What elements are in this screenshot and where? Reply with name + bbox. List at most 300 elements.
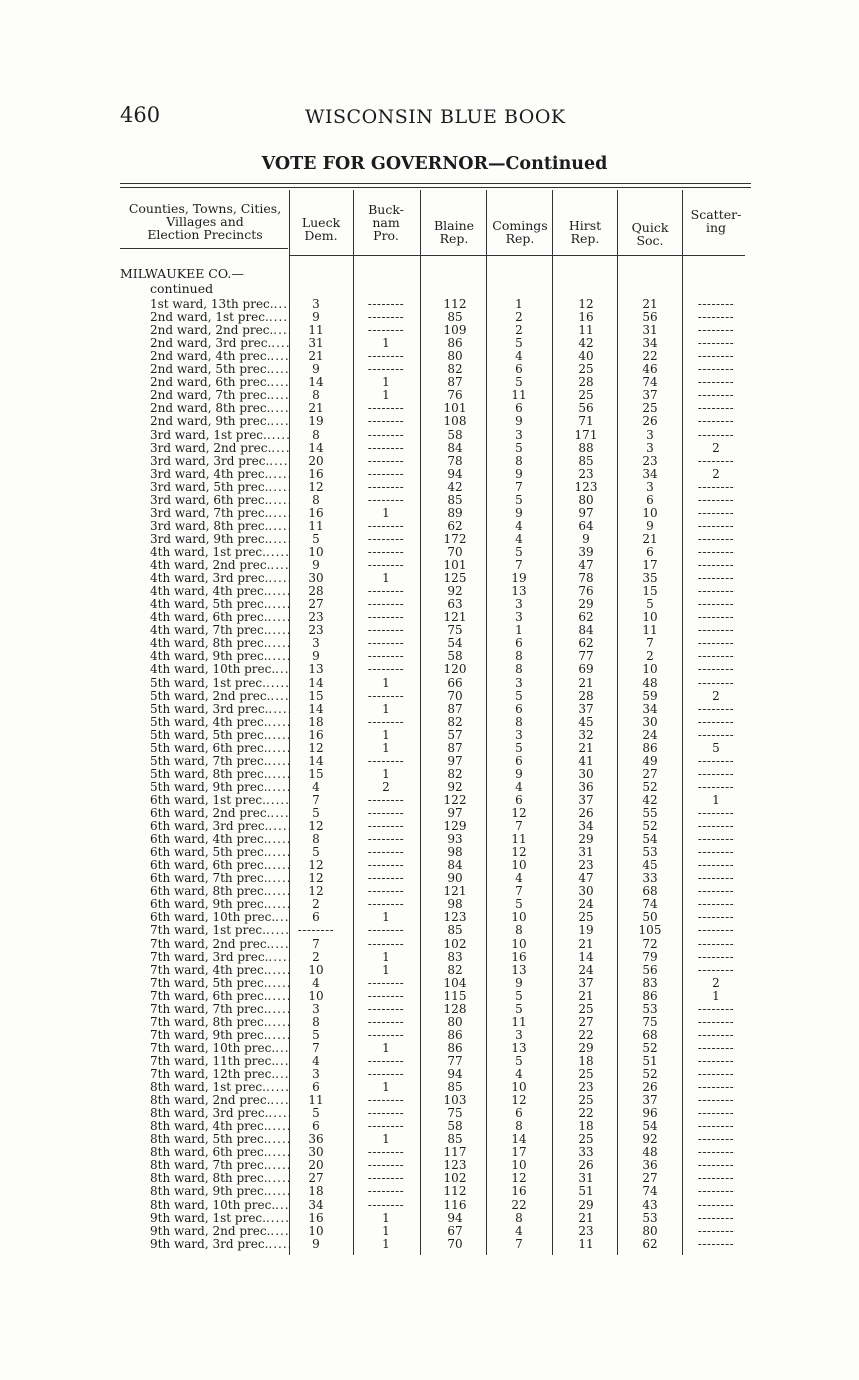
precinct-name: 3rd ward, 8th prec. ..... — [150, 520, 290, 533]
lueck-votes: 8 — [312, 1014, 320, 1029]
blaine-votes: 92 — [447, 779, 463, 794]
table-row — [0, 755, 859, 768]
hirst-votes: 12 — [578, 297, 594, 311]
hirst-votes: 56 — [578, 401, 594, 416]
bucknam-votes: -------- — [367, 884, 405, 899]
blaine-votes: 102 — [443, 1171, 467, 1186]
precinct-name: 2nd ward, 5th prec. ..... — [150, 363, 290, 376]
blaine-votes: 129 — [443, 819, 467, 833]
scattering-votes: -------- — [697, 923, 735, 938]
quick-votes: 75 — [642, 1014, 658, 1029]
hirst-votes: 11 — [578, 1236, 594, 1251]
blaine-votes: 87 — [447, 740, 463, 755]
hirst-votes: 23 — [578, 1080, 594, 1094]
hirst-votes: 47 — [578, 558, 594, 572]
hirst-votes: 85 — [578, 453, 594, 468]
scattering-votes: -------- — [697, 884, 735, 899]
scattering-votes: -------- — [697, 388, 735, 403]
comings-votes: 12 — [511, 806, 527, 820]
precinct-name: 6th ward, 3rd prec. ..... — [150, 820, 290, 833]
comings-votes: 5 — [515, 545, 523, 559]
scattering-votes: -------- — [697, 571, 735, 585]
precinct-name: 4th ward, 7th prec. ..... — [150, 624, 290, 637]
scattering-votes: -------- — [697, 401, 735, 416]
scattering-votes: -------- — [697, 910, 735, 925]
blaine-votes: 58 — [447, 1119, 463, 1134]
lueck-votes: 18 — [308, 1184, 324, 1199]
lueck-votes: 19 — [308, 414, 324, 429]
header-underline — [290, 255, 745, 256]
comings-votes: 16 — [511, 1184, 527, 1199]
scattering-votes: -------- — [697, 1067, 735, 1081]
lueck-votes: 11 — [308, 518, 324, 533]
lueck-votes: 9 — [312, 1236, 320, 1251]
quick-votes: 33 — [642, 871, 658, 886]
scattering-votes: 2 — [712, 440, 720, 455]
header-quick: Quick Soc. — [631, 220, 669, 248]
quick-votes: 9 — [646, 518, 654, 533]
lueck-votes: 16 — [308, 466, 324, 481]
bucknam-votes: -------- — [367, 1184, 405, 1199]
comings-votes: 19 — [511, 571, 527, 585]
precinct-name: 4th ward, 9th prec. ..... — [150, 650, 290, 663]
precinct-name: 2nd ward, 2nd prec. ..... — [150, 324, 290, 337]
blaine-votes: 75 — [447, 1106, 463, 1121]
quick-votes: 2 — [646, 649, 654, 664]
blaine-votes: 86 — [447, 1027, 463, 1042]
bucknam-votes: -------- — [367, 623, 405, 638]
blaine-votes: 122 — [443, 792, 467, 807]
quick-votes: 48 — [642, 675, 658, 690]
lueck-votes: 27 — [308, 597, 324, 612]
scattering-votes: -------- — [697, 1053, 735, 1068]
quick-votes: 53 — [642, 1210, 658, 1225]
comings-votes: 1 — [515, 297, 523, 311]
precinct-name: 2nd ward, 4th prec. ..... — [150, 350, 290, 363]
hirst-votes: 64 — [578, 518, 594, 533]
hirst-votes: 77 — [578, 649, 594, 664]
quick-votes: 46 — [642, 362, 658, 377]
precinct-name: 8th ward, 4th prec. ..... — [150, 1120, 290, 1133]
hirst-votes: 16 — [578, 310, 594, 325]
lueck-votes: 12 — [308, 871, 324, 886]
scattering-votes: -------- — [697, 1014, 735, 1029]
scattering-votes: -------- — [697, 623, 735, 638]
precinct-name: 5th ward, 5th prec. ..... — [150, 729, 290, 742]
blaine-votes: 82 — [447, 362, 463, 377]
scattering-votes: 2 — [712, 466, 720, 481]
scattering-votes: 1 — [712, 988, 720, 1003]
quick-votes: 31 — [642, 323, 658, 338]
table-row — [0, 690, 859, 703]
hirst-votes: 19 — [578, 923, 594, 938]
scattering-votes: -------- — [697, 701, 735, 716]
bucknam-votes: -------- — [367, 427, 405, 442]
comings-votes: 2 — [515, 323, 523, 338]
comings-votes: 4 — [515, 871, 523, 886]
quick-votes: 86 — [642, 740, 658, 755]
bucknam-votes: 1 — [382, 388, 390, 403]
comings-votes: 12 — [511, 1093, 527, 1108]
scattering-votes: -------- — [697, 819, 735, 833]
scattering-votes: -------- — [697, 323, 735, 338]
blaine-votes: 70 — [447, 545, 463, 559]
precinct-name: 1st ward, 13th prec. ..... — [150, 298, 290, 311]
blaine-votes: 76 — [447, 388, 463, 403]
scattering-votes: -------- — [697, 806, 735, 820]
lueck-votes: 14 — [308, 675, 324, 690]
comings-votes: 8 — [515, 1119, 523, 1134]
precinct-name: 4th ward, 1st prec. ..... — [150, 546, 290, 559]
quick-votes: 24 — [642, 727, 658, 742]
hirst-votes: 30 — [578, 766, 594, 781]
quick-votes: 15 — [642, 584, 658, 599]
precinct-name: 2nd ward, 6th prec. ..... — [150, 376, 290, 389]
comings-votes: 13 — [511, 1040, 527, 1055]
scattering-votes: -------- — [697, 962, 735, 977]
lueck-votes: 13 — [308, 662, 324, 677]
quick-votes: 52 — [642, 779, 658, 794]
lueck-votes: 10 — [308, 962, 324, 977]
comings-votes: 7 — [515, 558, 523, 572]
comings-votes: 13 — [511, 962, 527, 977]
blaine-votes: 98 — [447, 845, 463, 860]
precinct-name: 3rd ward, 6th prec. ..... — [150, 494, 290, 507]
bucknam-votes: -------- — [367, 479, 405, 494]
table-row — [0, 1003, 859, 1016]
hirst-votes: 22 — [578, 1027, 594, 1042]
comings-votes: 10 — [511, 936, 527, 951]
scattering-votes: -------- — [697, 362, 735, 377]
comings-votes: 12 — [511, 845, 527, 860]
precinct-name: 6th ward, 10th prec. ..... — [150, 911, 290, 924]
bucknam-votes: -------- — [367, 988, 405, 1003]
comings-votes: 3 — [515, 427, 523, 442]
comings-votes: 16 — [511, 949, 527, 964]
hirst-votes: 21 — [578, 1210, 594, 1225]
quick-votes: 35 — [642, 571, 658, 585]
scattering-votes: -------- — [697, 610, 735, 625]
bucknam-votes: -------- — [367, 518, 405, 533]
blaine-votes: 78 — [447, 453, 463, 468]
precinct-name: 7th ward, 10th prec. ..... — [150, 1042, 290, 1055]
precinct-name: 2nd ward, 9th prec. ..... — [150, 415, 290, 428]
scattering-votes: -------- — [697, 349, 735, 364]
blaine-votes: 54 — [447, 636, 463, 651]
table-title: VOTE FOR GOVERNOR—Continued — [261, 154, 608, 174]
quick-votes: 92 — [642, 1132, 658, 1147]
blaine-votes: 80 — [447, 349, 463, 364]
lueck-votes: 5 — [312, 845, 320, 860]
blaine-votes: 82 — [447, 714, 463, 729]
table-row — [0, 703, 859, 716]
comings-votes: 8 — [515, 714, 523, 729]
lueck-votes: 3 — [312, 1001, 320, 1016]
hirst-votes: 84 — [578, 623, 594, 638]
hirst-votes: 26 — [578, 806, 594, 820]
table-row — [0, 376, 859, 389]
lueck-votes: 8 — [312, 492, 320, 507]
blaine-votes: 120 — [443, 662, 467, 677]
quick-votes: 68 — [642, 884, 658, 899]
lueck-votes: 7 — [312, 1040, 320, 1055]
quick-votes: 3 — [646, 427, 654, 442]
comings-votes: 8 — [515, 649, 523, 664]
lueck-votes: 10 — [308, 545, 324, 559]
scattering-votes: -------- — [697, 1197, 735, 1212]
blaine-votes: 67 — [447, 1223, 463, 1238]
blaine-votes: 85 — [447, 1132, 463, 1147]
quick-votes: 59 — [642, 688, 658, 703]
blaine-votes: 63 — [447, 597, 463, 612]
blaine-votes: 103 — [443, 1093, 467, 1108]
quick-votes: 10 — [642, 610, 658, 625]
precinct-name: 7th ward, 3rd prec. ..... — [150, 951, 290, 964]
table-row — [0, 859, 859, 872]
top-rule-double — [120, 187, 751, 188]
comings-votes: 6 — [515, 636, 523, 651]
blaine-votes: 123 — [443, 910, 467, 925]
hirst-votes: 47 — [578, 871, 594, 886]
hirst-votes: 71 — [578, 414, 594, 429]
lueck-votes: 6 — [312, 1119, 320, 1134]
quick-votes: 80 — [642, 1223, 658, 1238]
blaine-votes: 89 — [447, 505, 463, 520]
hirst-votes: 11 — [578, 323, 594, 338]
quick-votes: 96 — [642, 1106, 658, 1121]
table-row — [0, 716, 859, 729]
quick-votes: 74 — [642, 897, 658, 912]
scattering-votes: -------- — [697, 897, 735, 912]
scattering-votes: -------- — [697, 727, 735, 742]
scattering-votes: -------- — [697, 479, 735, 494]
comings-votes: 11 — [511, 832, 527, 847]
blaine-votes: 77 — [447, 1053, 463, 1068]
table-row — [0, 572, 859, 585]
precinct-name: 8th ward, 3rd prec. ..... — [150, 1107, 290, 1120]
scattering-votes: -------- — [697, 518, 735, 533]
scattering-votes: -------- — [697, 636, 735, 651]
lueck-votes: 3 — [312, 636, 320, 651]
lueck-votes: 8 — [312, 427, 320, 442]
header-blaine: Blaine Rep. — [433, 218, 475, 246]
comings-votes: 3 — [515, 675, 523, 690]
scattering-votes: -------- — [697, 1145, 735, 1160]
comings-votes: 7 — [515, 479, 523, 494]
quick-votes: 7 — [646, 636, 654, 651]
table-row — [0, 1107, 859, 1120]
header-lueck: Lueck Dem. — [301, 215, 341, 243]
scattering-votes: -------- — [697, 871, 735, 886]
comings-votes: 6 — [515, 701, 523, 716]
comings-votes: 8 — [515, 662, 523, 677]
blaine-votes: 57 — [447, 727, 463, 742]
table-row — [0, 468, 859, 481]
precinct-name: 8th ward, 8th prec. ..... — [150, 1172, 290, 1185]
quick-votes: 74 — [642, 375, 658, 390]
hirst-votes: 28 — [578, 688, 594, 703]
blaine-votes: 86 — [447, 1040, 463, 1055]
bucknam-votes: -------- — [367, 1053, 405, 1068]
quick-votes: 23 — [642, 453, 658, 468]
table-row — [0, 990, 859, 1003]
lueck-votes: 15 — [308, 766, 324, 781]
quick-votes: 53 — [642, 845, 658, 860]
hirst-votes: 28 — [578, 375, 594, 390]
comings-votes: 9 — [515, 975, 523, 990]
quick-votes: 37 — [642, 388, 658, 403]
blaine-votes: 70 — [447, 688, 463, 703]
scattering-votes: -------- — [697, 597, 735, 612]
bucknam-votes: -------- — [367, 414, 405, 429]
precinct-name: 6th ward, 4th prec. ..... — [150, 833, 290, 846]
quick-votes: 10 — [642, 662, 658, 677]
comings-votes: 4 — [515, 779, 523, 794]
table-row — [0, 781, 859, 794]
table-row — [0, 520, 859, 533]
table-row — [0, 533, 859, 546]
hirst-votes: 25 — [578, 910, 594, 925]
lueck-votes: 16 — [308, 505, 324, 520]
comings-votes: 5 — [515, 1053, 523, 1068]
header-area: Counties, Towns, Cities, Villages and Election Precincts — [128, 201, 282, 242]
table-row — [0, 663, 859, 676]
lueck-votes: 14 — [308, 701, 324, 716]
scattering-votes: -------- — [697, 1093, 735, 1108]
bucknam-votes: -------- — [367, 714, 405, 729]
bucknam-votes: -------- — [367, 1145, 405, 1160]
blaine-votes: 128 — [443, 1001, 467, 1016]
blaine-votes: 104 — [443, 975, 467, 990]
comings-votes: 6 — [515, 401, 523, 416]
bucknam-votes: -------- — [367, 297, 405, 311]
bucknam-votes: -------- — [367, 440, 405, 455]
quick-votes: 54 — [642, 832, 658, 847]
bucknam-votes: -------- — [367, 1106, 405, 1121]
quick-votes: 86 — [642, 988, 658, 1003]
table-row — [0, 1016, 859, 1029]
blaine-votes: 125 — [443, 571, 467, 585]
precinct-name: 5th ward, 2nd prec. ..... — [150, 690, 290, 703]
comings-votes: 9 — [515, 766, 523, 781]
bucknam-votes: 1 — [382, 1236, 390, 1251]
precinct-name: 5th ward, 7th prec. ..... — [150, 755, 290, 768]
hirst-votes: 32 — [578, 727, 594, 742]
table-row — [0, 455, 859, 468]
lueck-votes: 14 — [308, 753, 324, 768]
scattering-votes: -------- — [697, 375, 735, 390]
hirst-votes: 21 — [578, 988, 594, 1003]
lueck-votes: 2 — [312, 949, 320, 964]
table-row — [0, 677, 859, 690]
hirst-votes: 97 — [578, 505, 594, 520]
quick-votes: 52 — [642, 1067, 658, 1081]
comings-votes: 4 — [515, 518, 523, 533]
table-row — [0, 1199, 859, 1212]
hirst-votes: 24 — [578, 962, 594, 977]
table-row — [0, 1081, 859, 1094]
blaine-votes: 86 — [447, 336, 463, 351]
hirst-votes: 41 — [578, 753, 594, 768]
hirst-votes: 36 — [578, 779, 594, 794]
lueck-votes: 3 — [312, 297, 320, 311]
precinct-name: 3rd ward, 9th prec. ..... — [150, 533, 290, 546]
comings-votes: 3 — [515, 1027, 523, 1042]
blaine-votes: 80 — [447, 1014, 463, 1029]
scattering-votes: -------- — [697, 675, 735, 690]
table-row — [0, 898, 859, 911]
bucknam-votes: -------- — [367, 936, 405, 951]
precinct-name: 4th ward, 10th prec. ..... — [150, 663, 290, 676]
precinct-name: 8th ward, 6th prec. ..... — [150, 1146, 290, 1159]
scattering-votes: -------- — [697, 662, 735, 677]
bucknam-votes: -------- — [367, 1067, 405, 1081]
precinct-name: 8th ward, 1st prec. ..... — [150, 1081, 290, 1094]
blaine-votes: 85 — [447, 923, 463, 938]
precinct-name: 4th ward, 6th prec. ..... — [150, 611, 290, 624]
precinct-name: 7th ward, 5th prec. ..... — [150, 977, 290, 990]
hirst-votes: 45 — [578, 714, 594, 729]
hirst-votes: 29 — [578, 832, 594, 847]
lueck-votes: 15 — [308, 688, 324, 703]
quick-votes: 36 — [642, 1158, 658, 1173]
scattering-votes: -------- — [697, 753, 735, 768]
quick-votes: 74 — [642, 1184, 658, 1199]
comings-votes: 11 — [511, 1014, 527, 1029]
blaine-votes: 92 — [447, 584, 463, 599]
hirst-votes: 62 — [578, 610, 594, 625]
quick-votes: 30 — [642, 714, 658, 729]
quick-votes: 25 — [642, 401, 658, 416]
table-row — [0, 1042, 859, 1055]
precinct-name: 7th ward, 6th prec. ..... — [150, 990, 290, 1003]
scattering-votes: -------- — [697, 832, 735, 847]
comings-votes: 5 — [515, 375, 523, 390]
quick-votes: 45 — [642, 858, 658, 873]
table-row — [0, 585, 859, 598]
hirst-votes: 25 — [578, 1132, 594, 1147]
precinct-name: 5th ward, 9th prec. ..... — [150, 781, 290, 794]
lueck-votes: 12 — [308, 884, 324, 899]
comings-votes: 6 — [515, 362, 523, 377]
quick-votes: 54 — [642, 1119, 658, 1134]
lueck-votes: 23 — [308, 610, 324, 625]
scattering-votes: -------- — [697, 1027, 735, 1042]
quick-votes: 34 — [642, 466, 658, 481]
lueck-votes: 9 — [312, 310, 320, 325]
bucknam-votes: 1 — [382, 1080, 390, 1094]
quick-votes: 34 — [642, 701, 658, 716]
quick-votes: 22 — [642, 349, 658, 364]
bucknam-votes: -------- — [367, 466, 405, 481]
hirst-votes: 42 — [578, 336, 594, 351]
bucknam-votes: -------- — [367, 1027, 405, 1042]
bucknam-votes: -------- — [367, 975, 405, 990]
blaine-votes: 112 — [443, 1184, 467, 1199]
hirst-votes: 27 — [578, 1014, 594, 1029]
hirst-votes: 18 — [578, 1119, 594, 1134]
lueck-votes: 2 — [312, 897, 320, 912]
hirst-votes: 25 — [578, 1067, 594, 1081]
lueck-votes: 6 — [312, 1080, 320, 1094]
blaine-votes: 66 — [447, 675, 463, 690]
quick-votes: 49 — [642, 753, 658, 768]
comings-votes: 9 — [515, 414, 523, 429]
scattering-votes: -------- — [697, 310, 735, 325]
precinct-name: 6th ward, 6th prec. ..... — [150, 859, 290, 872]
lueck-votes: 7 — [312, 792, 320, 807]
comings-votes: 4 — [515, 1067, 523, 1081]
